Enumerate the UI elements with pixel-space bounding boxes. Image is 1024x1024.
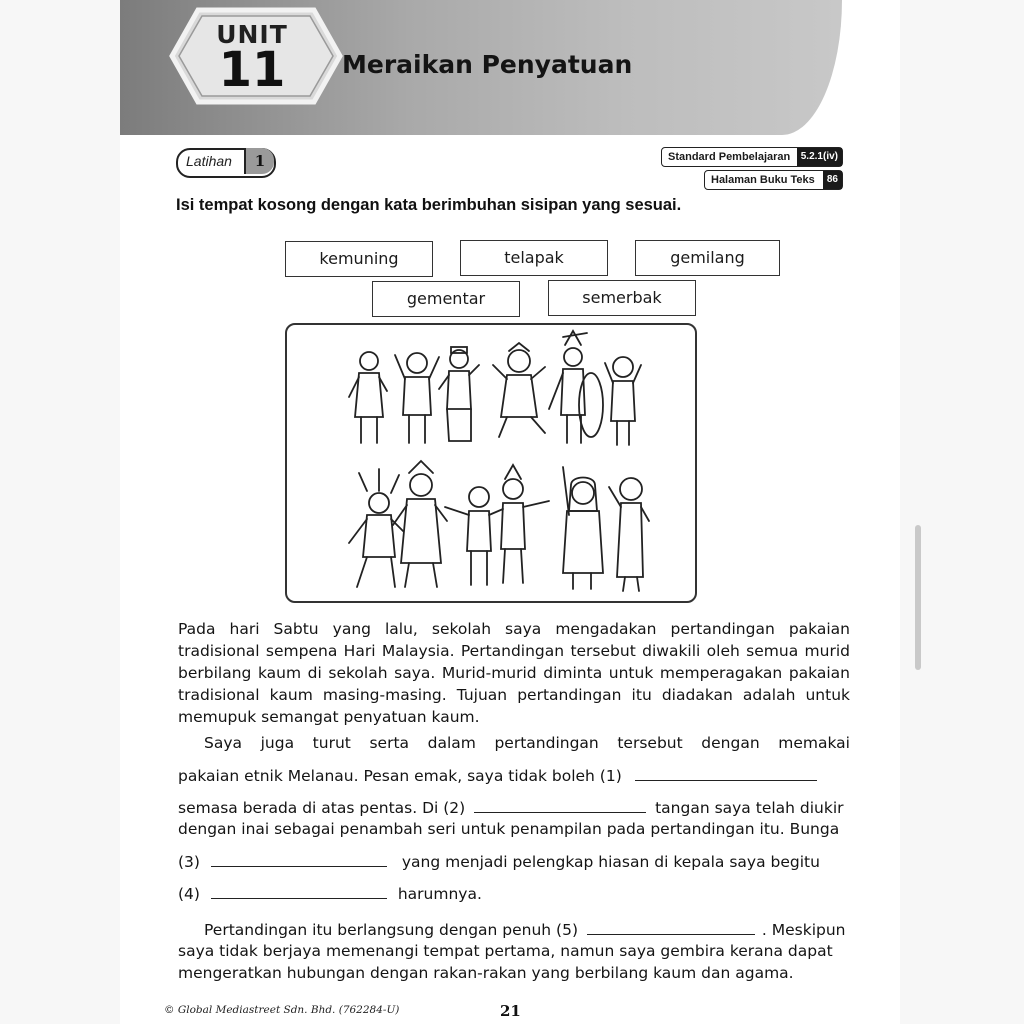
figure-2 — [395, 353, 439, 443]
blank-5[interactable] — [587, 920, 755, 935]
paragraph-3-line-1 — [204, 920, 876, 939]
learning-standard-box — [661, 147, 843, 167]
figure-12 — [609, 478, 649, 591]
children-figures-drawing — [287, 325, 695, 601]
paragraph-2-line-6 — [178, 884, 850, 903]
learning-standard-label: Standard Pembelajaran — [668, 151, 791, 163]
figure-7 — [349, 469, 403, 587]
figure-5 — [549, 331, 603, 443]
paragraph-2-line-6-text-b: harumnya. — [397, 885, 482, 903]
figure-4 — [493, 343, 545, 437]
page-number: 21 — [500, 1002, 521, 1020]
paragraph-2-line-3-text-a: semasa berada di atas pentas. Di (2) — [178, 799, 466, 817]
figure-3 — [439, 347, 479, 441]
figure-1 — [349, 352, 387, 443]
paragraph-1: Pada hari Sabtu yang lalu, sekolah saya mengadakan pertandingan pakaian tradisional sempena Hari Malaysia. Pertandingan tersebut diwakili oleh semua murid berbilang kaum di sekolah saya. Murid-murid diminta untuk memperagakan pakaian tradisional kaum masing-masing. Tujuan pertandingan itu diadakan adalah untuk memupuk semangat penyatuan kaum. — [178, 620, 850, 726]
figure-6 — [605, 357, 641, 445]
blank-2[interactable] — [474, 798, 646, 813]
copyright-notice: © Global Mediastreet Sdn. Bhd. (762284-U) — [164, 1004, 400, 1016]
textbook-page-label: Halaman Buku Teks — [711, 174, 815, 186]
paragraph-3-line-3: mengeratkan hubungan dengan rakan-rakan yang berbilang kaum dan agama. — [178, 964, 794, 982]
blank-1[interactable] — [635, 766, 817, 781]
figure-11 — [563, 467, 603, 589]
paragraph-3-line-1-text-a: Pertandingan itu berlangsung dengan penuh (5) — [204, 921, 579, 939]
learning-standard-value: 5.2.1(iv) — [797, 148, 842, 166]
paragraph-2-line-5-text-b: yang menjadi pelengkap hiasan di kepala saya begitu — [401, 853, 820, 871]
paragraph-2-line-2 — [178, 766, 850, 785]
figure-8 — [393, 461, 447, 587]
paragraph-2-line-3 — [178, 798, 850, 817]
paragraph-3-line-2: saya tidak berjaya memenangi tempat pertama, namun saya gembira kerana dapat — [178, 942, 833, 960]
unit-number: 11 — [218, 42, 286, 98]
paragraph-2-line-6-text-a: (4) — [178, 885, 200, 903]
paragraph-2-line-5-text-a: (3) — [178, 853, 200, 871]
instruction-text: Isi tempat kosong dengan kata berimbuhan sisipan yang sesuai. — [176, 196, 682, 214]
exercise-tag — [176, 148, 276, 178]
blank-3[interactable] — [211, 852, 387, 867]
paragraph-2-line-4: dengan inai sebagai penambah seri untuk penampilan pada pertandingan itu. Bunga — [178, 820, 840, 838]
paragraph-2-line-2-text: pakaian etnik Melanau. Pesan emak, saya tidak boleh (1) — [178, 767, 622, 785]
paragraph-2-line-3-text-b: tangan saya telah diukir — [655, 799, 844, 817]
scrollbar-thumb[interactable] — [915, 525, 921, 670]
exercise-number: 1 — [244, 148, 274, 174]
word-box: telapak — [460, 240, 608, 276]
worksheet-page — [120, 0, 900, 1024]
paragraph-3-line-1-text-b: . Meskipun — [761, 921, 846, 939]
textbook-page-box — [704, 170, 843, 190]
unit-title: Meraikan Penyatuan — [342, 50, 633, 79]
figure-9 — [445, 487, 503, 585]
word-box: gemilang — [635, 240, 780, 276]
textbook-page-value: 86 — [823, 171, 842, 189]
paragraph-2-line-1: Saya juga turut serta dalam pertandingan tersebut dengan memakai — [204, 734, 850, 752]
traditional-costume-illustration — [285, 323, 697, 603]
unit-label: UNIT — [216, 20, 288, 49]
figure-10 — [501, 465, 549, 583]
paragraph-2-line-5 — [178, 852, 850, 871]
word-box: semerbak — [548, 280, 696, 316]
exercise-label: Latihan — [186, 153, 232, 169]
blank-4[interactable] — [211, 884, 387, 899]
word-box: kemuning — [285, 241, 433, 277]
word-box: gementar — [372, 281, 520, 317]
